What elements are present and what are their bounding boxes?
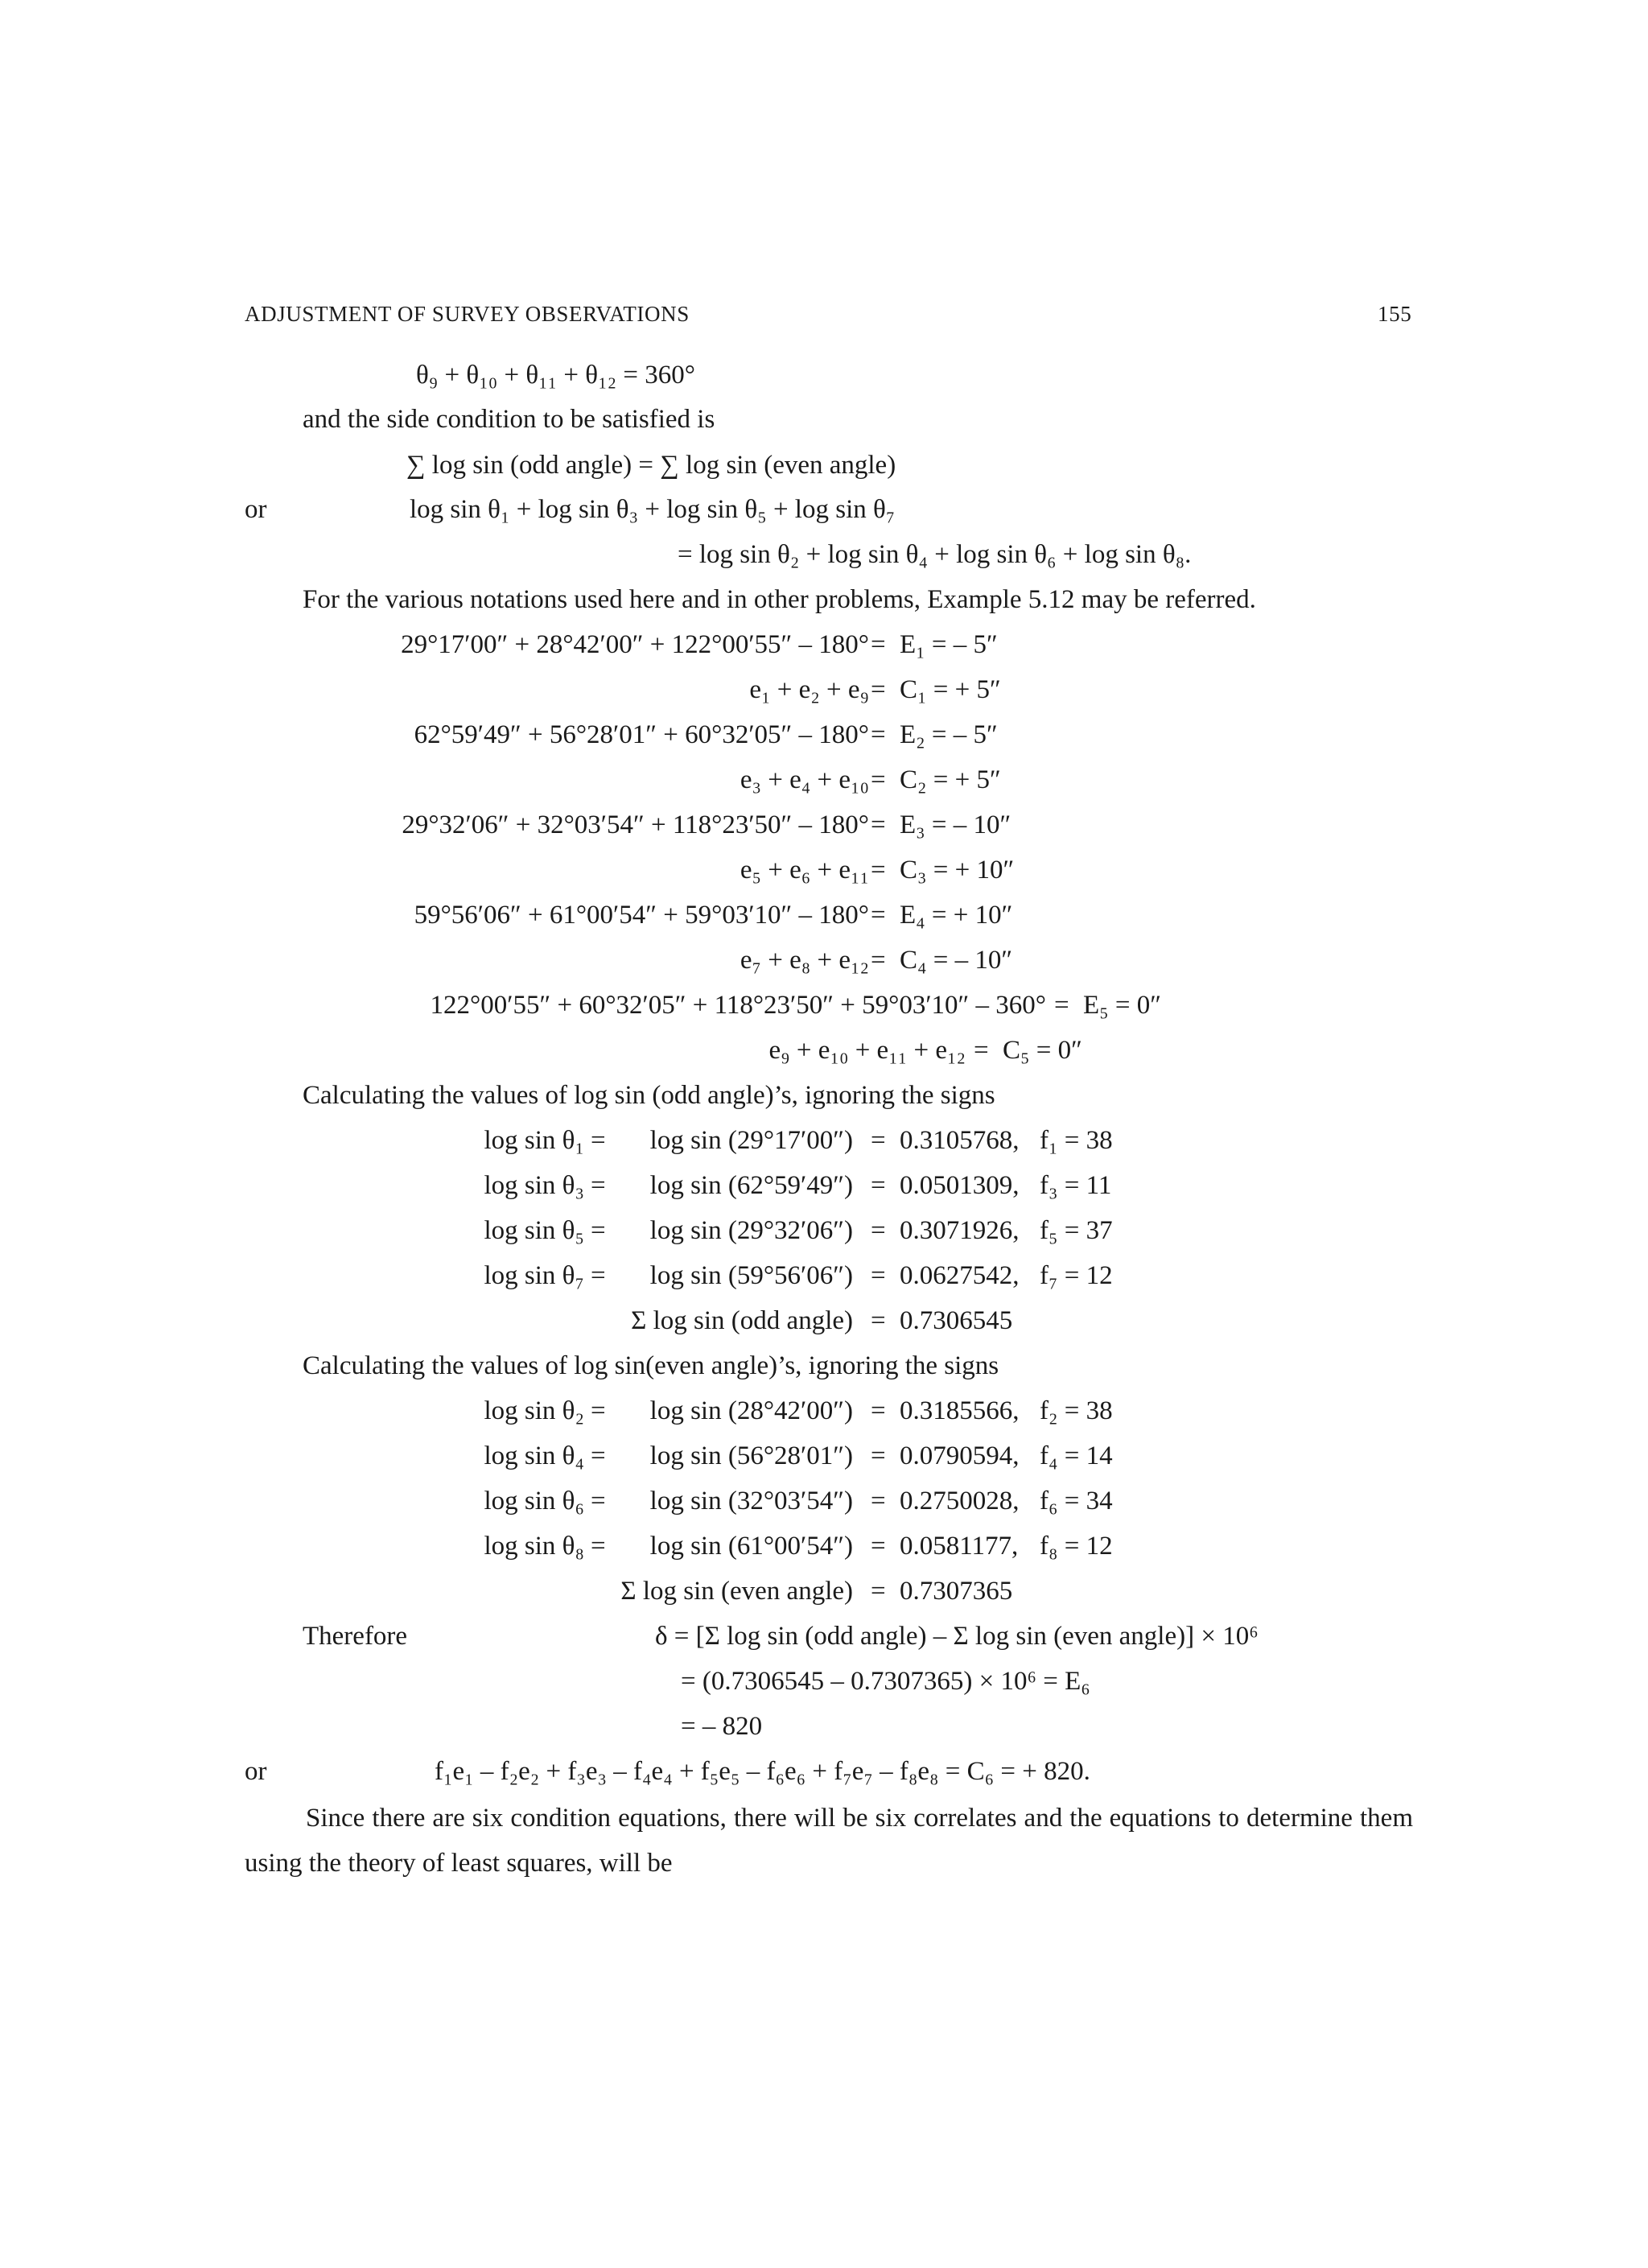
delta-result: = – 820	[681, 1712, 763, 1741]
log-sin-argument: log sin (56°28′01″)	[649, 1441, 853, 1470]
log-sin-argument: log sin (59°56′06″)	[649, 1261, 853, 1290]
log-sin-argument: log sin (28°42′00″)	[649, 1396, 853, 1425]
log-sin-theta: log sin θ₈	[484, 1532, 584, 1561]
side-condition-text: and the side condition to be satisfied is	[303, 405, 715, 434]
equals-sign: =	[591, 1261, 606, 1290]
odd-sum-label: Σ log sin (odd angle)	[631, 1306, 853, 1335]
delta-equation: δ = [Σ log sin (odd angle) – Σ log sin (even angle)] × 10⁶	[655, 1622, 1259, 1651]
equals-sign: =	[871, 1126, 886, 1155]
condition-equals: =	[871, 675, 886, 704]
condition-rhs: C₄ = – 10″	[900, 946, 1013, 975]
running-header: ADJUSTMENT OF SURVEY OBSERVATIONS	[245, 302, 690, 326]
even-log-sum-expression: = log sin θ₂ + log sin θ₄ + log sin θ₆ + log sin θ₈.	[678, 540, 1192, 569]
condition-lhs: e₃ + e₄ + e₁₀	[740, 765, 869, 794]
log-sin-value: 0.3105768,	[900, 1126, 1020, 1155]
condition-rhs: E₄ = + 10″	[900, 901, 1013, 930]
condition-rhs: C₂ = + 5″	[900, 765, 1001, 794]
condition-lhs: e₉ + e₁₀ + e₁₁ + e₁₂	[768, 1036, 966, 1065]
log-sin-argument: log sin (32°03′54″)	[649, 1487, 853, 1515]
f-coefficient: f₅ = 37	[1040, 1216, 1113, 1245]
f-coefficient: f₂ = 38	[1040, 1396, 1113, 1425]
condition-rhs: C₃ = + 10″	[900, 856, 1015, 885]
log-sin-theta: log sin θ₄	[484, 1441, 584, 1470]
equals-sign: =	[871, 1487, 886, 1515]
equals-sign: =	[871, 1532, 886, 1561]
log-sin-theta: log sin θ₂	[484, 1396, 584, 1425]
angle-sum-equation: θ₉ + θ₁₀ + θ₁₁ + θ₁₂ = 360°	[416, 361, 695, 390]
equals-sign: =	[871, 1171, 886, 1200]
condition-equals: =	[871, 856, 886, 885]
odd-log-sum-expression: log sin θ₁ + log sin θ₃ + log sin θ₅ + log sin θ₇	[410, 495, 896, 524]
condition-lhs: 59°56′06″ + 61°00′54″ + 59°03′10″ – 180°	[414, 901, 869, 930]
equals-sign: =	[591, 1396, 606, 1425]
f-coefficient: f₆ = 34	[1040, 1487, 1113, 1515]
condition-lhs: 29°17′00″ + 28°42′00″ + 122°00′55″ – 180°	[401, 630, 869, 659]
log-sin-argument: log sin (61°00′54″)	[649, 1532, 853, 1561]
log-sin-argument: log sin (62°59′49″)	[649, 1171, 853, 1200]
equals-sign: =	[591, 1532, 606, 1561]
log-sin-value: 0.0501309,	[900, 1171, 1020, 1200]
condition-lhs: 29°32′06″ + 32°03′54″ + 118°23′50″ – 180°	[402, 810, 869, 839]
log-sin-value: 0.3071926,	[900, 1216, 1020, 1245]
therefore-label: Therefore	[303, 1622, 408, 1651]
condition-equals: =	[871, 810, 886, 839]
equals-sign: =	[871, 1216, 886, 1245]
log-sin-argument: log sin (29°32′06″)	[649, 1216, 853, 1245]
equals-sign: =	[871, 1396, 886, 1425]
condition-lhs: e₅ + e₆ + e₁₁	[740, 856, 869, 885]
equals-sign: =	[871, 1261, 886, 1290]
even-sum-label: Σ log sin (even angle)	[620, 1577, 853, 1606]
condition-rhs: C₅ = 0″	[1003, 1036, 1082, 1065]
or-label: or	[245, 1757, 267, 1786]
side-condition-equation: ∑ log sin (odd angle) = ∑ log sin (even angle)	[406, 451, 896, 480]
equals-sign: =	[591, 1171, 606, 1200]
condition-equals: =	[974, 1036, 989, 1065]
closing-paragraph: Since there are six condition equations, there will be six correlates and the equations to determine them using the theory of least squares, will be	[245, 1804, 1413, 1878]
equals-sign: =	[871, 1306, 886, 1335]
even-sum-value: 0.7307365	[900, 1577, 1013, 1606]
notation-note: For the various notations used here and in other problems, Example 5.12 may be referred.	[303, 585, 1256, 614]
condition-lhs: e₁ + e₂ + e₉	[749, 675, 869, 704]
log-sin-theta: log sin θ₃	[484, 1171, 584, 1200]
condition-rhs: E₃ = – 10″	[900, 810, 1011, 839]
condition-lhs: 62°59′49″ + 56°28′01″ + 60°32′05″ – 180°	[414, 720, 869, 749]
log-sin-theta: log sin θ₅	[484, 1216, 584, 1245]
log-sin-value: 0.2750028,	[900, 1487, 1020, 1515]
equals-sign: =	[871, 1441, 886, 1470]
condition-lhs: e₇ + e₈ + e₁₂	[740, 946, 869, 975]
final-condition-equation: f₁e₁ – f₂e₂ + f₃e₃ – f₄e₄ + f₅e₅ – f₆e₆ + f₇e₇ – f₈e₈ = C₆ = + 820.	[435, 1757, 1090, 1786]
odd-sum-value: 0.7306545	[900, 1306, 1013, 1335]
equals-sign: =	[871, 1577, 886, 1606]
equals-sign: =	[591, 1216, 606, 1245]
log-sin-theta: log sin θ₁	[484, 1126, 584, 1155]
f-coefficient: f₁ = 38	[1040, 1126, 1113, 1155]
or-label: or	[245, 495, 267, 524]
condition-equals: =	[871, 630, 886, 659]
equals-sign: =	[591, 1126, 606, 1155]
f-coefficient: f₇ = 12	[1040, 1261, 1113, 1290]
condition-equals: =	[871, 901, 886, 930]
condition-rhs: E₅ = 0″	[1083, 991, 1162, 1020]
f-coefficient: f₄ = 14	[1040, 1441, 1113, 1470]
condition-equals: =	[871, 946, 886, 975]
equals-sign: =	[591, 1441, 606, 1470]
log-sin-argument: log sin (29°17′00″)	[649, 1126, 853, 1155]
log-sin-value: 0.0790594,	[900, 1441, 1020, 1470]
f-coefficient: f₃ = 11	[1040, 1171, 1112, 1200]
condition-lhs: 122°00′55″ + 60°32′05″ + 118°23′50″ + 59°03′10″ – 360°	[430, 991, 1046, 1020]
condition-equals: =	[871, 720, 886, 749]
f-coefficient: f₈ = 12	[1040, 1532, 1113, 1561]
page-number: 155	[1378, 302, 1412, 326]
log-sin-value: 0.3185566,	[900, 1396, 1020, 1425]
condition-rhs: C₁ = + 5″	[900, 675, 1001, 704]
even-angle-heading: Calculating the values of log sin(even angle)’s, ignoring the signs	[303, 1351, 999, 1380]
log-sin-value: 0.0627542,	[900, 1261, 1020, 1290]
equals-sign: =	[591, 1487, 606, 1515]
log-sin-value: 0.0581177,	[900, 1532, 1019, 1561]
condition-rhs: E₁ = – 5″	[900, 630, 998, 659]
condition-equals: =	[871, 765, 886, 794]
log-sin-theta: log sin θ₆	[484, 1487, 584, 1515]
delta-evaluation: = (0.7306545 – 0.7307365) × 10⁶ = E₆	[681, 1667, 1090, 1696]
log-sin-theta: log sin θ₇	[484, 1261, 584, 1290]
odd-angle-heading: Calculating the values of log sin (odd angle)’s, ignoring the signs	[303, 1081, 995, 1110]
condition-rhs: E₂ = – 5″	[900, 720, 998, 749]
condition-equals: =	[1054, 991, 1069, 1020]
